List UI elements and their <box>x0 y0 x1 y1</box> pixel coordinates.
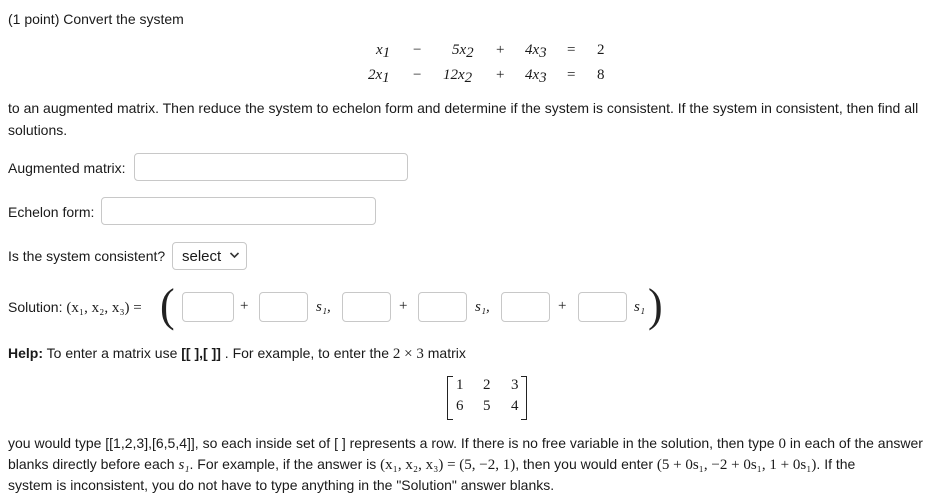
matrix-cell: 2 <box>483 377 491 393</box>
eq2-equals: = <box>567 67 576 83</box>
solution-vars: (x₁, x₂, x₃) = <box>66 300 142 316</box>
eq2-rhs: 8 <box>597 67 605 83</box>
eq1-equals: = <box>567 42 576 58</box>
consistent-select[interactable] <box>172 242 247 270</box>
eq2-term1: $2x_1$ <box>368 67 390 86</box>
matrix-cell: 3 <box>511 377 519 393</box>
plus-2: + <box>399 298 408 314</box>
s1-label-1: s₁, <box>316 299 331 315</box>
help-line: Help: To enter a matrix use [[ ],[ ]] . For example, to enter the 2 × 3 matrix <box>8 345 466 362</box>
solution-x1-coef-input[interactable] <box>259 292 308 322</box>
plus-1: + <box>240 298 249 314</box>
eq1-rhs: 2 <box>597 42 605 58</box>
chevron-down-icon <box>229 247 240 266</box>
problem-header: (1 point) Convert the system <box>8 11 184 27</box>
augmented-matrix-input[interactable] <box>134 153 408 181</box>
consistent-select-value: select <box>182 248 222 265</box>
eq2-op2: + <box>496 67 505 83</box>
help-brackets: [[ ],[ ]] <box>181 345 221 361</box>
help-para-line2: blanks directly before each s₁. For example, if the answer is (x₁, x₂, x₃) = (5, −2, 1), then you would enter (5 + 0s₁, −2 + 0s₁, 1 + 0s₁). If the <box>8 456 856 473</box>
matrix-cell: 6 <box>456 398 464 414</box>
instructions-line2: solutions. <box>8 122 68 138</box>
s1-label-3: s₁ <box>634 299 646 315</box>
right-paren: ) <box>648 279 663 332</box>
eq1-term3: $4x_3$ <box>525 42 547 61</box>
help-bold: Help: <box>8 345 43 361</box>
eq1-op1: − <box>413 42 422 58</box>
solution-x3-coef-input[interactable] <box>578 292 627 322</box>
solution-x1-const-input[interactable] <box>182 292 234 322</box>
matrix-cell: 5 <box>483 398 491 414</box>
left-paren: ( <box>160 279 175 332</box>
help-dims: 2 × 3 <box>392 346 424 362</box>
eq1-term1: $x_1$ <box>376 42 391 61</box>
eq1-op2: + <box>496 42 505 58</box>
help-para-line3: system is inconsistent, you do not have to type anything in the "Solution" answer blanks. <box>8 477 555 493</box>
example-matrix <box>447 376 527 418</box>
augmented-matrix-label: Augmented matrix: <box>8 160 126 176</box>
matrix-right-bracket <box>521 376 527 420</box>
eq1-term2: $5x_2$ <box>452 42 474 61</box>
solution-x3-const-input[interactable] <box>501 292 550 322</box>
matrix-cell: 4 <box>511 398 519 414</box>
s1-label-2: s₁, <box>475 299 490 315</box>
eq2-term3: $4x_3$ <box>525 67 547 86</box>
echelon-form-input[interactable] <box>101 197 376 225</box>
plus-3: + <box>558 298 567 314</box>
matrix-left-bracket <box>447 376 453 420</box>
help-para-line1: you would type [[1,2,3],[6,5,4]], so each inside set of [ ] represents a row. If there is no free variable in the solution, then type 0 in each of the answer <box>8 435 923 452</box>
echelon-form-label: Echelon form: <box>8 204 95 220</box>
solution-label: Solution: (x₁, x₂, x₃) = <box>8 299 142 316</box>
matrix-cell: 1 <box>456 377 464 393</box>
solution-x2-const-input[interactable] <box>342 292 391 322</box>
instructions-line1: to an augmented matrix. Then reduce the system to echelon form and determine if the system is consistent. If the system in consistent, then find all <box>8 100 919 116</box>
eq2-term2: $12x_2$ <box>443 67 473 86</box>
consistent-label: Is the system consistent? <box>8 248 166 264</box>
eq2-op1: − <box>413 67 422 83</box>
solution-x2-coef-input[interactable] <box>418 292 467 322</box>
